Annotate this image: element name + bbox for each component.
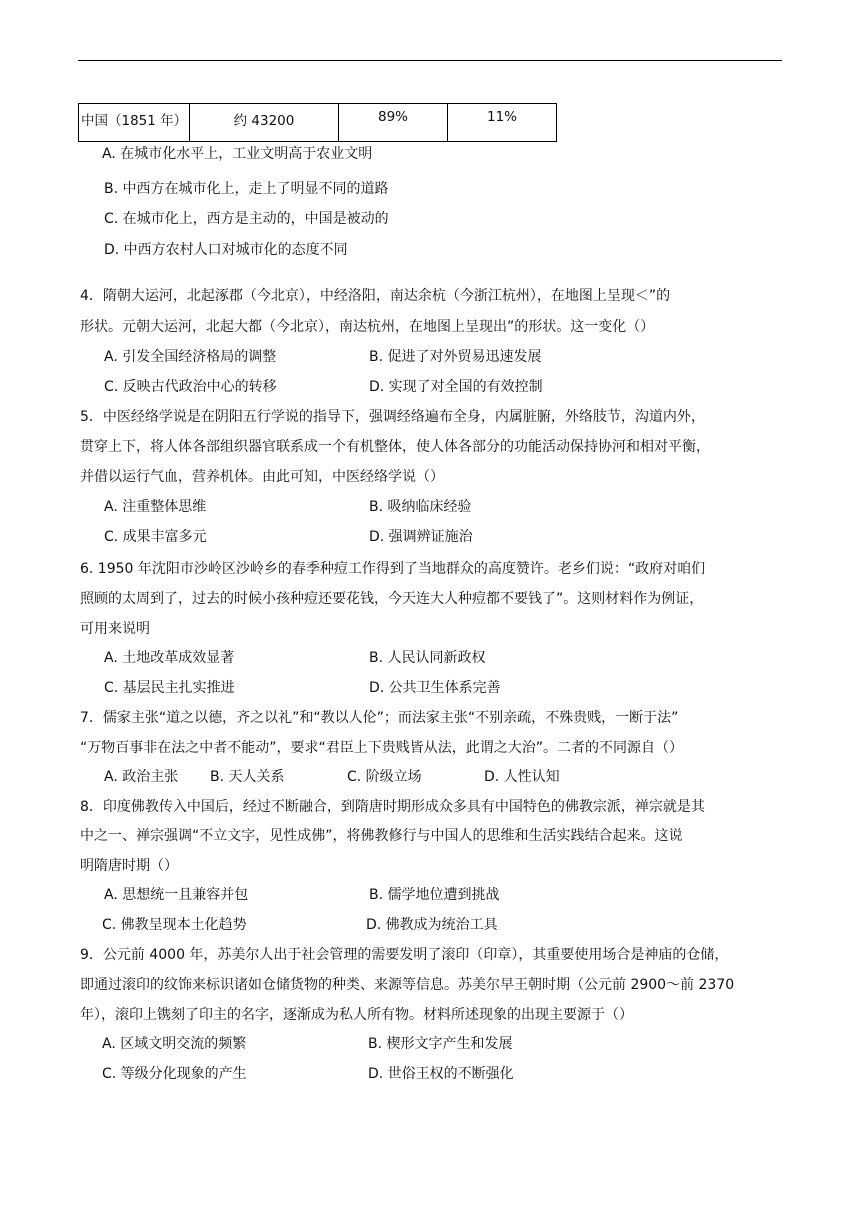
q3-option-c: C. 在城市化上，西方是主动的，中国是被动的 <box>104 211 389 227</box>
q6-option-b: B. 人民认同新政权 <box>369 650 486 666</box>
q5-option-b: B. 吸纳临床经验 <box>369 499 472 515</box>
q3-option-b: B. 中西方在城市化上，走上了明显不同的道路 <box>104 181 389 197</box>
table-cell-urban: 11% <box>448 104 557 142</box>
q8-stem-line-2: 中之一、禅宗强调“不立文字，见性成佛”，将佛教修行与中国人的思维和生活实践结合起来。这说 <box>80 828 683 844</box>
q4-option-c: C. 反映古代政治中心的转移 <box>104 379 277 395</box>
header-rule <box>78 60 782 61</box>
q8-option-c: C. 佛教呈现本土化趋势 <box>102 917 247 933</box>
q5-option-d: D. 强调辨证施治 <box>369 529 473 545</box>
q6-option-d: D. 公共卫生体系完善 <box>369 680 501 696</box>
q7-option-c: C. 阶级立场 <box>347 769 422 785</box>
table-row <box>79 104 557 142</box>
q8-stem-line-3: 明隋唐时期（） <box>80 858 178 874</box>
q4-option-a: A. 引发全国经济格局的调整 <box>104 349 277 365</box>
q9-stem-line-3: 年），滚印上镌刻了印主的名字，逐渐成为私人所有物。材料所述现象的出现主要源于（） <box>80 1007 633 1023</box>
q6-option-c: C. 基层民主扎实推进 <box>104 680 235 696</box>
q5-stem-line-1: 5．中医经络学说是在阴阳五行学说的指导下，强调经络遍布全身，内属脏腑，外络肢节，沟道内外， <box>80 409 705 425</box>
table-cell-population: 约 43200 <box>190 104 339 142</box>
q6-stem-line-2: 照顾的太周到了，过去的时候小孩种痘还要花钱，今天连大人种痘都不要钱了”。这则材料作为例证， <box>80 591 704 607</box>
q4-option-b: B. 促进了对外贸易迅速发展 <box>369 349 542 365</box>
q4-option-d: D. 实现了对全国的有效控制 <box>369 379 543 395</box>
q7-stem-line-1: 7．儒家主张“道之以德，齐之以礼”和“教以人伦”；而法家主张“不别亲疏，不殊贵贱，一断于法” <box>80 710 679 726</box>
q7-option-a: A. 政治主张 <box>104 769 179 785</box>
q5-stem-line-2: 贯穿上下，将人体各部组织器官联系成一个有机整体，使人体各部分的功能活动保持协河和相对平衡， <box>80 439 710 455</box>
q7-option-d: D. 人性认知 <box>484 769 560 785</box>
q5-option-c: C. 成果丰富多元 <box>104 529 207 545</box>
q8-stem-line-1: 8．印度佛教传入中国后，经过不断融合，到隋唐时期形成众多具有中国特色的佛教宗派，禅宗就是其 <box>80 799 705 815</box>
q9-stem-line-2: 即通过滚印的纹饰来标识诸如仓储货物的种类、来源等信息。苏美尔早王朝时期（公元前 2900～前 2370 <box>80 977 735 993</box>
q9-option-b: B. 楔形文字产生和发展 <box>368 1036 513 1052</box>
q8-option-d: D. 佛教成为统治工具 <box>366 917 498 933</box>
q9-option-a: A. 区域文明交流的频繁 <box>102 1036 247 1052</box>
q5-option-a: A. 注重整体思维 <box>104 499 207 515</box>
q9-stem-line-1: 9．公元前 4000 年，苏美尔人出于社会管理的需要发明了滚印（印章），其重要使用场合是神庙的仓储， <box>80 947 729 963</box>
q6-stem-line-1: 6. 1950 年沈阳市沙岭区沙岭乡的春季种痘工作得到了当地群众的高度赞许。老乡们说：“政府对咱们 <box>80 561 706 577</box>
table-cell-rural: 89% <box>339 104 448 142</box>
q9-option-d: D. 世俗王权的不断强化 <box>368 1066 514 1082</box>
q4-stem-line-1: 4．隋朝大运河，北起涿郡（今北京），中经洛阳，南达余杭（今浙江杭州），在地图上呈现＜”的 <box>80 288 671 304</box>
table-cell-country: 中国（1851 年） <box>79 104 190 142</box>
q6-stem-line-3: 可用来说明 <box>80 621 150 637</box>
q6-option-a: A. 土地改革成效显著 <box>104 650 235 666</box>
population-table <box>78 103 557 142</box>
q4-stem-line-2: 形状。元朝大运河，北起大都（今北京），南达杭州，在地图上呈现出”的形状。这一变化（） <box>80 319 655 335</box>
q8-option-b: B. 儒学地位遭到挑战 <box>369 887 500 903</box>
q3-option-d: D. 中西方农村人口对城市化的态度不同 <box>104 242 348 258</box>
q5-stem-line-3: 并借以运行气血，营养机体。由此可知，中医经络学说（） <box>80 469 444 485</box>
q3-option-a: A. 在城市化水平上，工业文明高于农业文明 <box>102 146 373 162</box>
q8-option-a: A. 思想统一且兼容并包 <box>104 887 249 903</box>
q7-stem-line-2: “万物百事非在法之中者不能动”，要求“君臣上下贵贱皆从法，此谓之大治”。二者的不同源自（） <box>80 740 684 756</box>
q7-option-b: B. 天人关系 <box>210 769 285 785</box>
q9-option-c: C. 等级分化现象的产生 <box>102 1066 247 1082</box>
